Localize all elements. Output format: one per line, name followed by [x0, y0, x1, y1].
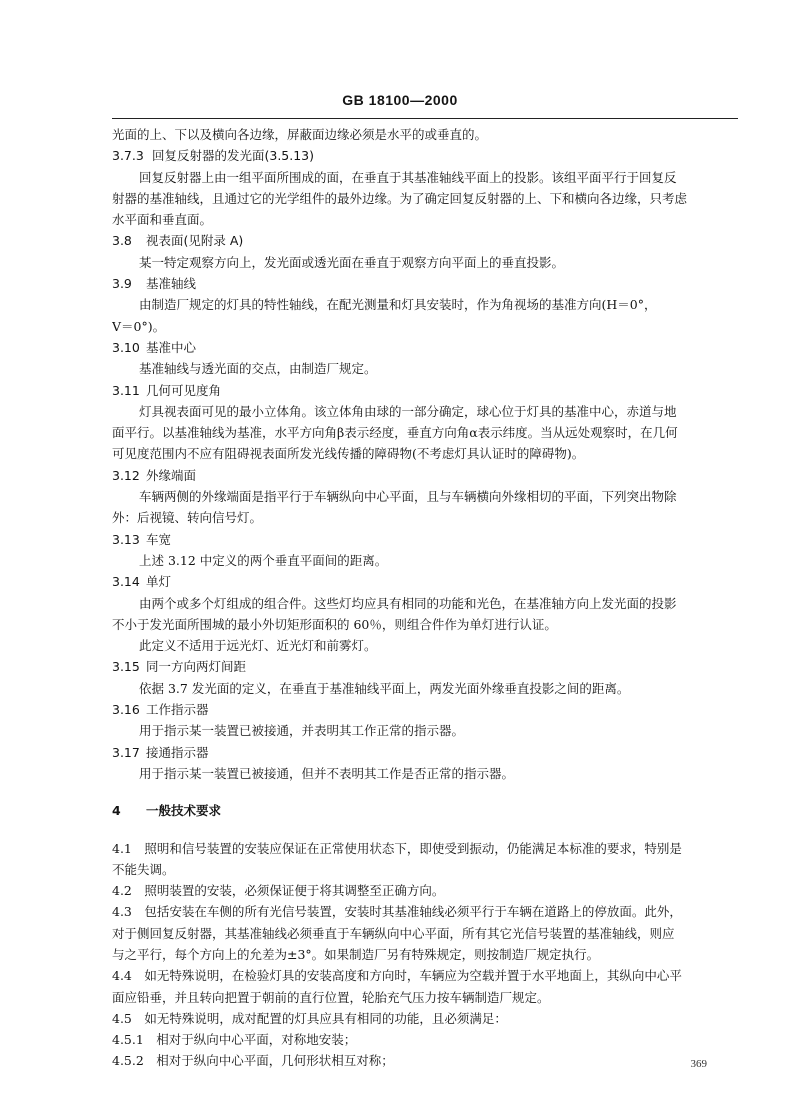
paragraph-line: 某一特定观察方向上，发光面或透光面在垂直于观察方向平面上的垂直投影。 [139, 254, 565, 270]
section-title: 工作指示器 [146, 702, 209, 718]
paragraph-line: 回复反射器上由一组平面所围成的面，在垂直于其基准轴线平面上的投影。该组平面平行于回复反 [139, 169, 677, 185]
paragraph-top: 光面的上、下以及横向各边缘，屏蔽面边缘必须是水平的或垂直的。 [112, 127, 488, 142]
clause-4-1-line: 不能失调。 [112, 861, 175, 877]
clause-4-4-line: 4.4 如无特殊说明，在检验灯具的安装高度和方向时，车辆应为空载并置于水平地面上，其纵向中心平 [112, 968, 682, 984]
section-heading-3-7-3 [112, 145, 738, 166]
clause-4-5-2-line: 4.5.2 相对于纵向中心平面，几何形状相互对称； [112, 1053, 394, 1069]
paragraph-line: 车辆两侧的外缘端面是指平行于车辆纵向中心平面，且与车辆横向外缘相切的平面，下列突出物除 [139, 489, 677, 505]
paragraph-line: 水平面和垂直面。 [112, 212, 213, 228]
section-heading-3-10 [112, 337, 738, 358]
section-heading-3-9 [112, 273, 738, 294]
section-number: 3.16 [112, 702, 140, 718]
paragraph-line: 由两个或多个灯组成的组合件。这些灯均应具有相同的功能和光色，在基准轴方向上发光面的投影 [139, 595, 677, 611]
clause-4-4-line: 面应铅垂，并且转向把置于朝前的直行位置，轮胎充气压力按车辆制造厂规定。 [112, 989, 550, 1005]
spacer [112, 822, 738, 838]
section-heading-3-11 [112, 380, 738, 401]
section-number: 3.11 [112, 382, 140, 398]
section-title: 回复反射器的发光面(3.5.13) [152, 148, 315, 164]
paragraph-line: 灯具视表面可见的最小立体角。该立体角由球的一部分确定，球心位于灯具的基准中心，赤道与地 [139, 403, 677, 419]
clause-4-2-line: 4.2 照明装置的安装，必须保证便于将其调整至正确方向。 [112, 883, 445, 899]
clause-4-5-1-line: 4.5.1 相对于纵向中心平面，对称地安装； [112, 1032, 357, 1048]
paragraph-line: 不小于发光面所围城的最小外切矩形面积的 60％，则组合件作为单灯进行认证。 [112, 616, 557, 632]
chapter-heading-4 [112, 800, 738, 821]
section-heading-3-13 [112, 529, 738, 550]
section-number: 3.7.3 [112, 148, 144, 164]
paragraph-line: 可见度范围内不应有阻碍视表面所发光线传播的障碍物(不考虑灯具认证时的障碍物)。 [112, 446, 585, 462]
section-heading-3-15 [112, 656, 738, 677]
section-number: 3.10 [112, 339, 140, 355]
spacer [112, 784, 738, 800]
section-number: 3.8 [112, 233, 132, 249]
chapter-number: 4 [112, 803, 121, 819]
section-title: 几何可见度角 [146, 382, 222, 398]
standard-code: GB 18100—2000 [342, 92, 458, 108]
section-number: 3.15 [112, 659, 140, 675]
paragraph-line: 面平行。以基准轴线为基准，水平方向角β表示经度，垂直方向角α表示纬度。当从远处观察时，在几何 [112, 425, 678, 441]
paragraph-line: 用于指示某一装置已被接通，并表明其工作正常的指示器。 [139, 723, 465, 739]
clause-4-3-line: 对于侧回复反射器，其基准轴线必须垂直于车辆纵向中心平面，所有其它光信号装置的基准轴线，则应 [112, 925, 675, 941]
paragraph-line: 用于指示某一装置已被接通，但并不表明其工作是否正常的指示器。 [139, 765, 515, 781]
chapter-title: 一般技术要求 [146, 803, 222, 819]
section-title: 单灯 [146, 574, 172, 590]
section-title: 同一方向两灯间距 [146, 659, 247, 675]
paragraph-line: 由制造厂规定的灯具的特性轴线，在配光测量和灯具安装时，作为角视场的基准方向(H＝0°， [139, 297, 657, 313]
section-title: 基准轴线 [146, 276, 197, 292]
page-number: 369 [690, 1058, 707, 1070]
section-number: 3.13 [112, 531, 140, 547]
section-title: 基准中心 [146, 339, 197, 355]
section-heading-3-14 [112, 571, 738, 592]
paragraph-line: 外：后视镜、转向信号灯。 [112, 510, 263, 526]
header-rule [112, 118, 738, 119]
section-number: 3.12 [112, 467, 140, 483]
paragraph-line: 依据 3.7 发光面的定义，在垂直于基准轴线平面上，两发光面外缘垂直投影之间的距离。 [139, 680, 630, 696]
page-body [112, 124, 738, 1072]
clause-4-3-line: 4.3 包括安装在车侧的所有光信号装置，安装时其基准轴线必须平行于车辆在道路上的停放面。此外， [112, 904, 682, 920]
paragraph-line: 基准轴线与透光面的交点，由制造厂规定。 [139, 361, 377, 377]
section-number: 3.14 [112, 574, 140, 590]
clause-4-1-line: 4.1 照明和信号装置的安装应保证在正常使用状态下，即使受到振动，仍能满足本标准的要求，特别是 [112, 840, 682, 856]
clause-4-3-line: 与之平行，每个方向上的允差为±3°。如果制造厂另有特殊规定，则按制造厂规定执行。 [112, 946, 600, 962]
paragraph-line: 上述 3.12 中定义的两个垂直平面间的距离。 [139, 552, 388, 568]
paragraph-line: V＝0°)。 [112, 318, 166, 334]
section-title: 车宽 [146, 531, 172, 547]
paragraph-line: 射器的基准轴线，且通过它的光学组件的最外边缘。为了确定回复反射器的上、下和横向各边缘，只考虑 [112, 190, 688, 206]
section-title: 外缘端面 [146, 467, 197, 483]
section-heading-3-17 [112, 742, 738, 763]
section-heading-3-16 [112, 699, 738, 720]
section-heading-3-8 [112, 230, 738, 251]
section-title: 视表面(见附录 A) [146, 233, 244, 249]
section-number: 3.9 [112, 276, 132, 292]
paragraph-line: 此定义不适用于远光灯、近光灯和前雾灯。 [139, 638, 377, 654]
section-heading-3-12 [112, 465, 738, 486]
section-number: 3.17 [112, 744, 140, 760]
clause-4-5-line: 4.5 如无特殊说明，成对配置的灯具应具有相同的功能，且必须满足： [112, 1010, 507, 1026]
section-title: 接通指示器 [146, 744, 209, 760]
